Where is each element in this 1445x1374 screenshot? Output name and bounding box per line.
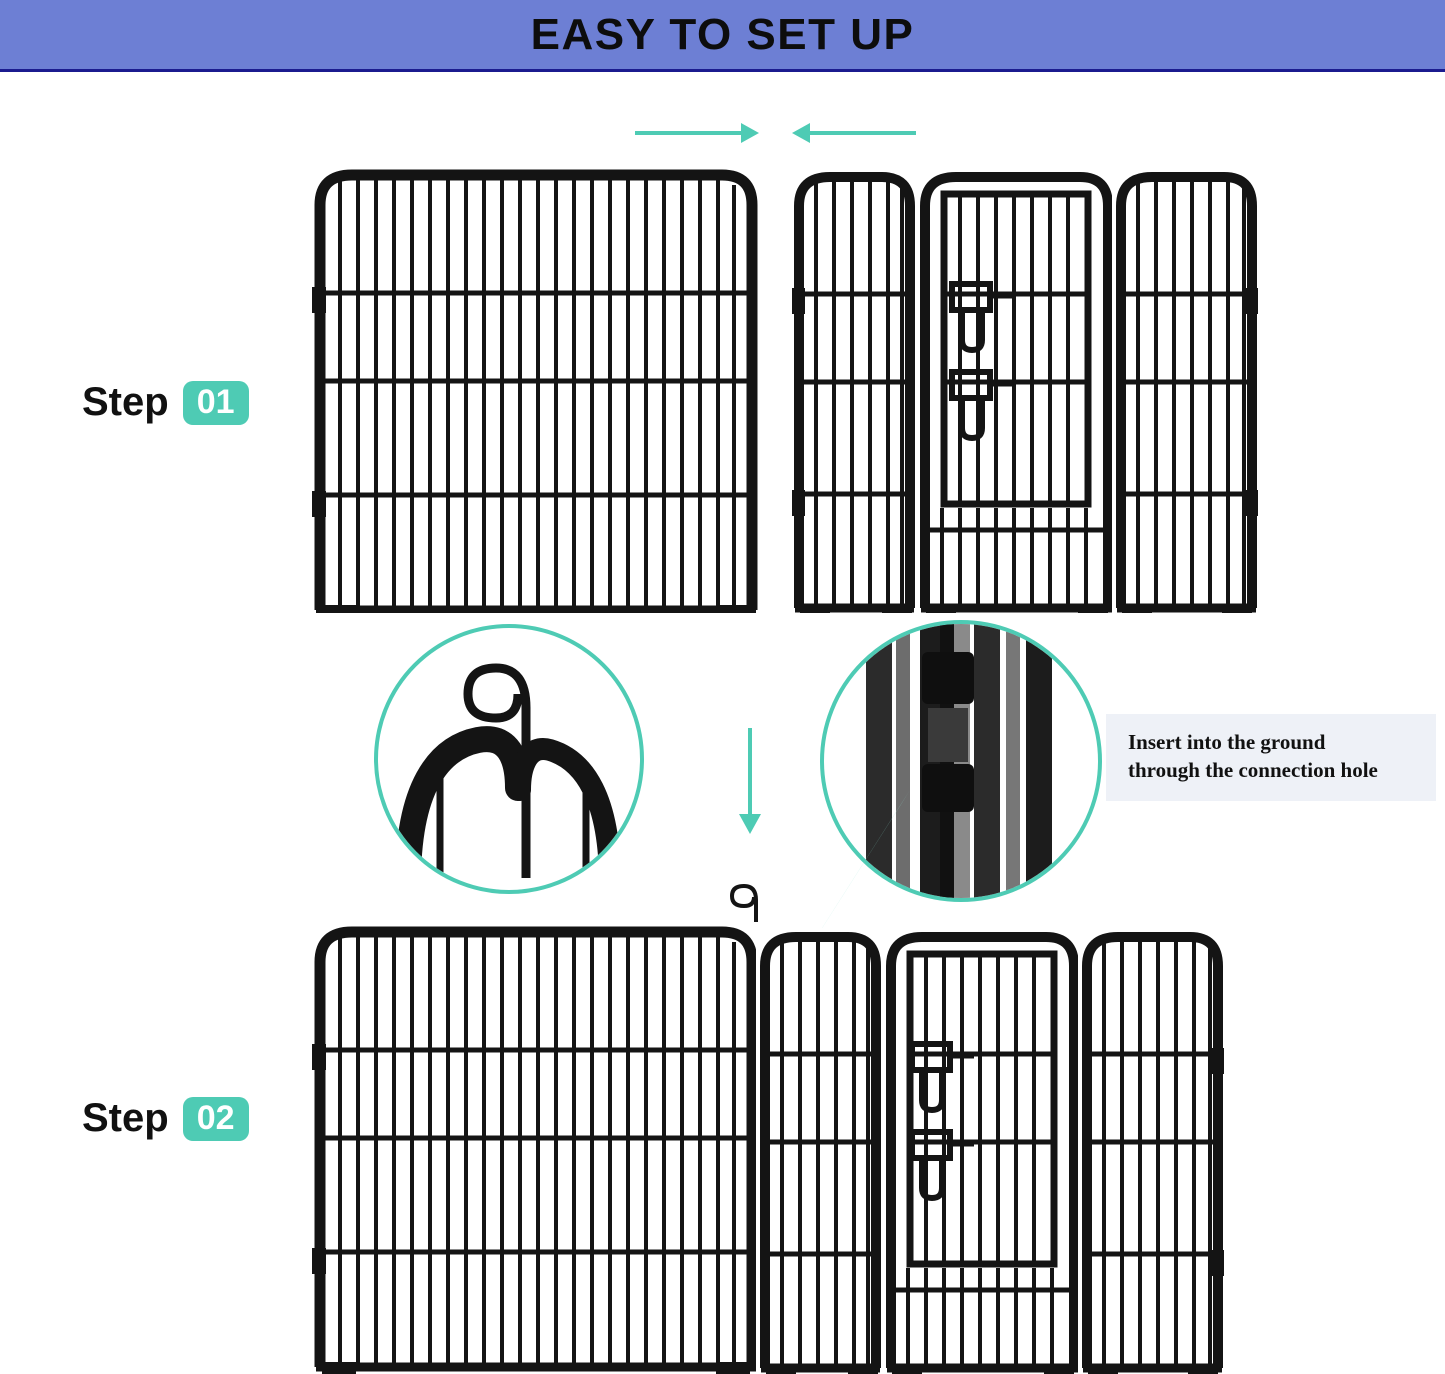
page-title: EASY TO SET UP — [530, 9, 915, 59]
fence-panel-narrow — [790, 168, 918, 613]
fence-panel-large-left — [310, 165, 762, 613]
callout-line-1: Insert into the ground — [1128, 730, 1326, 754]
arrow-head — [741, 123, 759, 143]
fence-panel-drawing — [310, 165, 762, 613]
callout-line-2: through the connection hole — [1128, 758, 1378, 783]
fence-gate-panel-step2 — [882, 928, 1082, 1374]
fence-panel-drawing — [790, 168, 918, 613]
detail-zoom-circle-hook — [374, 624, 644, 894]
step-02-label — [82, 1096, 249, 1141]
fence-gate-drawing — [882, 928, 1082, 1374]
arrow-pointing-right-icon — [635, 131, 743, 135]
fence-gate-drawing — [916, 168, 1116, 613]
hook-pin-detail-drawing — [378, 628, 640, 890]
fence-panel-drawing — [756, 928, 884, 1374]
step-word: Step — [82, 380, 169, 424]
fence-panel-drawing — [1112, 168, 1260, 613]
step-01-label — [82, 380, 249, 425]
fence-panel-drawing — [1078, 928, 1226, 1374]
fence-gate-panel — [916, 168, 1116, 613]
header-banner — [0, 0, 1445, 72]
step-word: Step — [82, 1096, 169, 1140]
step-number-badge: 01 — [183, 381, 249, 425]
fence-panel-drawing — [310, 922, 762, 1374]
arrow-pointing-left-icon — [808, 131, 916, 135]
arrow-head — [792, 123, 810, 143]
fence-panel-narrow-right — [1112, 168, 1260, 613]
step-number-badge: 02 — [183, 1097, 249, 1141]
fence-panel-large-left-step2 — [310, 922, 762, 1374]
fence-panel-narrow-step2 — [756, 928, 884, 1374]
fence-panel-narrow-right-step2 — [1078, 928, 1226, 1374]
callout-text-box — [1106, 714, 1436, 801]
